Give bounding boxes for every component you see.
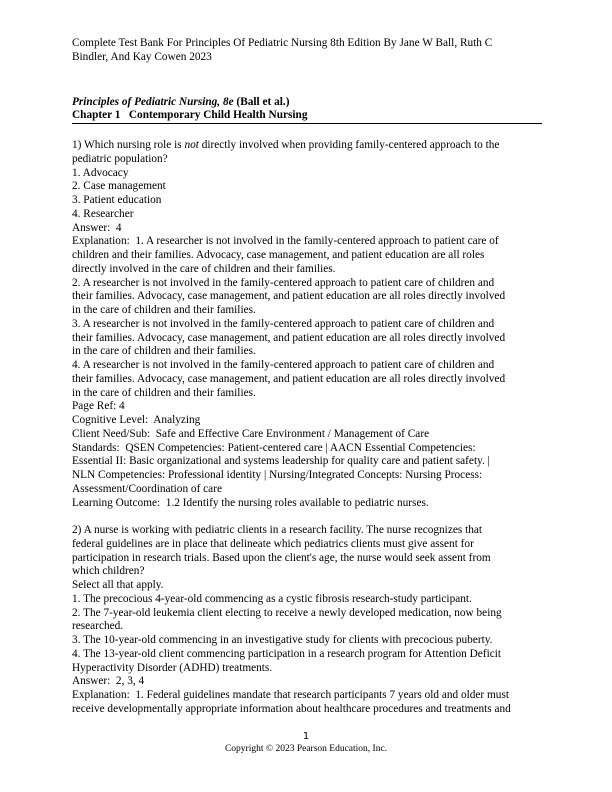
explanation-line: children and their families. Advocacy, case management, and patient education are all roles bbox=[72, 249, 485, 261]
explanation-line: 4. A researcher is not involved in the family-centered approach to patient care of children and bbox=[72, 359, 495, 371]
document-title bbox=[72, 37, 492, 65]
explanation-line: their families. Advocacy, case management, and patient education are all roles directly involved bbox=[72, 372, 506, 385]
answer-option: 1. The precocious 4-year-old commencing as a cystic fibrosis research-study participant. bbox=[72, 592, 472, 605]
answer-key: Answer: 4 bbox=[72, 221, 122, 234]
explanation-line: 2. A researcher is not involved in the family-centered approach to patient care of children and bbox=[72, 276, 495, 289]
cognitive-level: Cognitive Level: Analyzing bbox=[72, 414, 201, 426]
standards: Essential II: Basic organizational and systems leadership for quality care and patient safety. | bbox=[72, 455, 490, 468]
standards: Standards: QSEN Competencies: Patient-centered care | AACN Essential Competencies: bbox=[72, 441, 476, 454]
explanation-line: Explanation: 1. A researcher is not involved in the family-centered approach to patient care of bbox=[72, 235, 499, 248]
title-line: Complete Test Bank For Principles Of Pediatric Nursing 8th Edition By Jane W Ball, Ruth C bbox=[72, 37, 493, 49]
question-stem: participation in research trials. Based upon the client's age, the nurse would seek assent from bbox=[72, 551, 491, 564]
answer-option: 3. Patient education bbox=[72, 194, 162, 206]
standards: Assessment/Coordination of care bbox=[72, 482, 222, 495]
stem-emphasis: not bbox=[184, 139, 199, 151]
answer-option: 1. Advocacy bbox=[72, 166, 129, 179]
answer-option: 2. Case management bbox=[72, 180, 166, 193]
client-need: Client Need/Sub: Safe and Effective Care Environment / Management of Care bbox=[72, 427, 430, 440]
page-footer bbox=[0, 730, 612, 756]
explanation-line: 3. A researcher is not involved in the family-centered approach to patient care of children and bbox=[72, 317, 495, 330]
page-ref: Page Ref: 4 bbox=[72, 400, 125, 413]
explanation-line: Explanation: 1. Federal guidelines mandate that research participants 7 years old and older must bbox=[72, 689, 509, 701]
answer-option: 4. The 13-year-old client commencing participation in a research program for Attention Deficit bbox=[72, 647, 502, 660]
question-stem: which children? bbox=[72, 565, 145, 578]
explanation-line: in the care of children and their families. bbox=[72, 345, 256, 358]
book-title bbox=[72, 96, 542, 109]
explanation-line: directly involved in the care of children and their families. bbox=[72, 262, 336, 275]
answer-option: Hyperactivity Disorder (ADHD) treatments. bbox=[72, 661, 273, 674]
explanation-line: in the care of children and their families. bbox=[72, 386, 256, 399]
answer-option: 2. The 7-year-old leukemia client electing to receive a newly developed medication, now being bbox=[72, 606, 502, 619]
book-title-italic: Principles of Pediatric Nursing, 8e bbox=[72, 96, 234, 108]
book-authors: (Ball et al.) bbox=[233, 96, 290, 108]
question-stem: pediatric population? bbox=[72, 152, 168, 165]
explanation-line: their families. Advocacy, case management, and patient education are all roles directly involved bbox=[72, 331, 506, 344]
question-stem: federal guidelines are in place that delineate which pediatrics clients must give assent for bbox=[72, 537, 474, 550]
learning-outcome: Learning Outcome: 1.2 Identify the nursing roles available to pediatric nurses. bbox=[72, 496, 429, 509]
chapter-heading: Chapter 1 Contemporary Child Health Nursing bbox=[72, 109, 542, 124]
stem-text: 1) Which nursing role is bbox=[72, 139, 185, 151]
title-line: Bindler, And Kay Cowen 2023 bbox=[72, 50, 212, 63]
answer-option: 4. Researcher bbox=[72, 207, 134, 220]
copyright-notice: Copyright © 2023 Pearson Education, Inc. bbox=[224, 744, 388, 754]
instruction: Select all that apply. bbox=[72, 579, 164, 591]
answer-key: Answer: 2, 3, 4 bbox=[72, 675, 145, 688]
explanation-line: their families. Advocacy, case management, and patient education are all roles directly involved bbox=[72, 290, 506, 303]
page-number: 1 bbox=[302, 731, 310, 742]
question-stem bbox=[72, 139, 505, 153]
question-2 bbox=[72, 524, 511, 717]
question-stem: 2) A nurse is working with pediatric clients in a research facility. The nurse recognizes that bbox=[72, 524, 483, 536]
explanation-line: in the care of children and their families. bbox=[72, 304, 256, 316]
standards: NLN Competencies: Professional identity | Nursing/Integrated Concepts: Nursing Process: bbox=[72, 469, 483, 481]
explanation-line: receive developmentally appropriate information about healthcare procedures and treatments and bbox=[72, 702, 511, 715]
answer-option: researched. bbox=[72, 620, 124, 633]
question-1 bbox=[72, 139, 505, 510]
answer-option: 3. The 10-year-old commencing in an investigative study for clients with precocious puberty. bbox=[72, 634, 493, 646]
stem-text: directly involved when providing family-centered approach to the bbox=[198, 139, 500, 151]
book-heading bbox=[72, 96, 542, 124]
